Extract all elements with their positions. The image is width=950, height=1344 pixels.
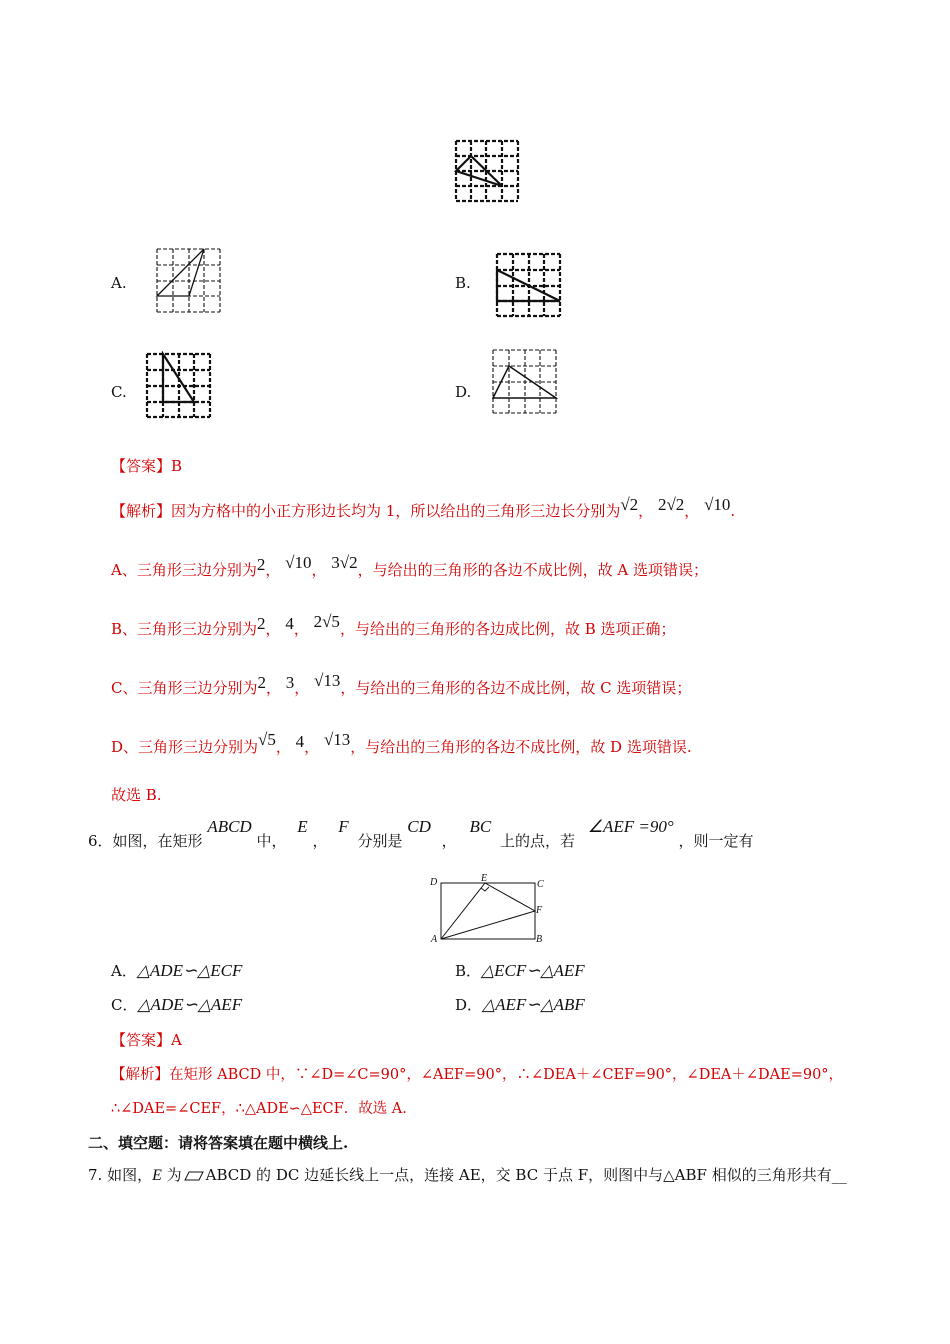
q5-line-b-side-1: 2 xyxy=(257,614,266,633)
q6-stem-part: ，则一定有 xyxy=(678,832,754,850)
q5-line-d-side-2: 4 xyxy=(295,732,305,751)
q5-line-d-side-3: √13 xyxy=(323,730,351,749)
q6-label-c: C xyxy=(537,879,544,890)
q5-option-d-label[interactable]: D. xyxy=(455,383,472,401)
q6-stem-part: 中， xyxy=(256,832,287,850)
q7-text-a: 7. 如图， xyxy=(88,1166,153,1184)
q7-text-c: 为 xyxy=(161,1166,182,1184)
q5-line-b-suffix: ，与给出的三角形的各边成比例，故 B 选项正确； xyxy=(339,620,676,638)
q6-analysis-line1: 【解析】在矩形 ABCD 中，∵∠D=∠C=90°，∠AEF=90°，∴∠DEA＋∠CEF=90°，∠DEA＋∠DAE=90°， xyxy=(111,1067,844,1083)
q6-option-c[interactable] xyxy=(111,994,242,1015)
q5-option-b-label[interactable]: B. xyxy=(455,274,471,292)
q5-line-b: B、三角形三边分别为2， 4， 2√5，与给出的三角形的各边成比例，故 B 选项正确； xyxy=(111,612,676,638)
q5-line-a-prefix: A、三角形三边分别为 xyxy=(111,561,257,579)
q5-side-2: 2√2 xyxy=(657,495,685,514)
q6-label-a: A xyxy=(431,934,438,945)
q5-line-d-prefix: D、三角形三边分别为 xyxy=(111,738,259,756)
q6-option-a-text: △ADE∽△ECF xyxy=(136,961,243,980)
q5-line-c-prefix: C、三角形三边分别为 xyxy=(111,679,258,697)
q5-line-a: A、三角形三边分别为2， √10， 3√2，与给出的三角形的各边不成比例，故 A 选项错误； xyxy=(111,553,708,579)
q5-option-d-grid xyxy=(490,347,560,417)
q5-line-c-side-2: 3 xyxy=(285,673,295,692)
q5-option-c-label[interactable]: C. xyxy=(111,383,127,401)
q6-option-c-label: C． xyxy=(111,996,138,1014)
q5-option-b-grid xyxy=(494,251,564,319)
q6-stem-rect: ABCD xyxy=(207,817,252,836)
q5-line-a-suffix: ，与给出的三角形的各边不成比例，故 A 选项错误； xyxy=(357,561,708,579)
q6-option-b[interactable] xyxy=(455,960,585,981)
q5-analysis-line: 【解析】因为方格中的小正方形边长均为 1，所以给出的三角形三边长分别为√2， 2√2， √10. xyxy=(111,495,736,520)
q5-option-c-grid xyxy=(144,351,214,421)
q6-stem-bc: BC xyxy=(469,817,492,836)
q6-option-c-text: △ADE∽△AEF xyxy=(137,995,243,1014)
q6-stem-part: 上的点，若 xyxy=(499,832,575,850)
q5-line-b-side-2: 4 xyxy=(285,614,294,633)
q6-option-b-label: B． xyxy=(455,962,482,980)
q5-line-c: C、三角形三边分别为2， 3， √13，与给出的三角形的各边不成比例，故 C 选项错误； xyxy=(111,671,692,697)
q5-conclusion: 故选 B. xyxy=(111,786,162,804)
q7-text-d: ABCD 的 DC 边延长线上一点，连接 AE，交 BC 于点 F，则图中与△ABF 相似的三角形共有__ xyxy=(205,1166,847,1184)
q6-answer: 【答案】A xyxy=(111,1031,182,1049)
q6-stem-f: F xyxy=(338,817,349,836)
q5-line-d-suffix: ，与给出的三角形的各边不成比例，故 D 选项错误. xyxy=(350,738,692,756)
q5-side-3: √10 xyxy=(704,495,731,514)
q7-stem xyxy=(88,1164,847,1185)
q5-line-b-prefix: B、三角形三边分别为 xyxy=(111,620,258,638)
q6-stem-part: 分别是 xyxy=(357,832,403,850)
q6-stem-part: ， xyxy=(312,832,328,850)
parallelogram-icon xyxy=(184,1167,204,1185)
q5-line-b-side-3: 2√5 xyxy=(313,612,340,631)
q5-line-c-suffix: ，与给出的三角形的各边不成比例，故 C 选项错误； xyxy=(340,679,692,697)
q6-stem-e: E xyxy=(297,817,308,836)
q6-analysis-line2: ∴∠DAE=∠CEF，∴△ADE∽△ECF．故选 A. xyxy=(111,1101,407,1117)
q6-option-b-text: △ECF∽△AEF xyxy=(481,961,585,980)
q6-stem-part: ， xyxy=(441,832,457,850)
q6-option-d-label: D． xyxy=(455,996,483,1014)
q5-line-c-side-3: √13 xyxy=(314,671,341,690)
q5-option-a-label[interactable]: A. xyxy=(111,274,127,292)
q5-line-a-side-1: 2 xyxy=(256,555,266,574)
q5-line-d-side-1: √5 xyxy=(258,730,276,749)
q5-option-a-grid xyxy=(154,246,224,314)
q6-stem xyxy=(88,816,753,856)
q6-rectangle-figure xyxy=(428,872,552,952)
q6-label-b: B xyxy=(536,934,543,945)
q6-stem-part: 6．如图，在矩形 xyxy=(88,832,203,850)
q5-answer: 【答案】B xyxy=(111,457,183,475)
q7-text-e: E xyxy=(152,1167,162,1184)
q6-option-d-text: △AEF∽△ABF xyxy=(482,995,585,1014)
original-triangle-grid xyxy=(452,138,522,204)
section-2-title: 二、填空题：请将答案填在题中横线上. xyxy=(88,1134,349,1152)
q6-option-d[interactable] xyxy=(455,994,585,1015)
q6-option-a[interactable] xyxy=(111,960,242,981)
q6-label-e: E xyxy=(481,873,488,884)
q6-stem-angle: ∠AEF =90° xyxy=(587,817,674,836)
q5-line-a-side-3: 3√2 xyxy=(331,553,358,572)
q6-option-a-label: A． xyxy=(111,962,137,980)
q6-label-f: F xyxy=(536,905,543,916)
q5-line-d: D、三角形三边分别为√5， 4， √13，与给出的三角形的各边不成比例，故 D 选项错误. xyxy=(111,730,692,756)
q5-side-1: √2 xyxy=(620,495,639,514)
q6-label-d: D xyxy=(430,877,438,888)
q5-line-c-side-1: 2 xyxy=(257,673,266,692)
q5-analysis-head: 【解析】因为方格中的小正方形边长均为 1，所以给出的三角形三边长分别为 xyxy=(111,502,621,520)
q6-stem-cd: CD xyxy=(407,817,431,836)
q5-line-a-side-2: √10 xyxy=(285,553,312,572)
